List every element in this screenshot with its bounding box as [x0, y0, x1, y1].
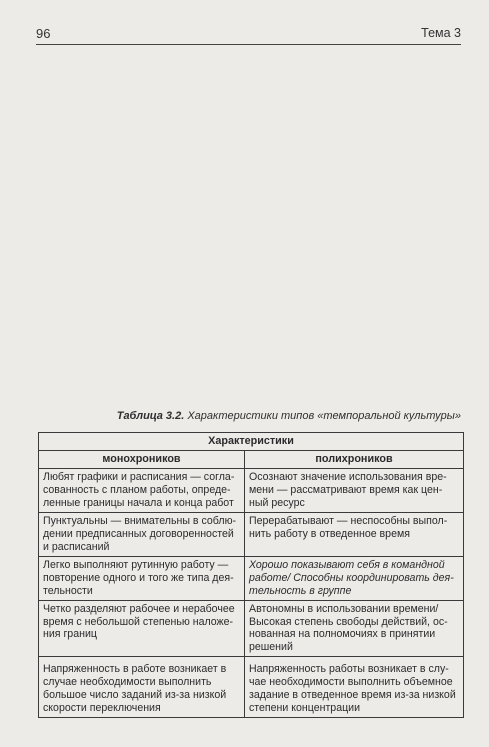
table-row — [39, 556, 464, 600]
table-caption — [117, 410, 461, 422]
characteristics-table — [38, 432, 464, 718]
cell-poly: Перерабатывают — неспособны выпол-нить работу в отведенное время — [245, 513, 464, 557]
table-row — [39, 657, 464, 718]
cell-poly: Автономны в использовании времени/ Высокая степень свободы действий, ос-нованная на полномочиях в принятии решений — [245, 600, 464, 657]
cell-mono: Любят графики и расписания — согла-сованность с планом работы, опреде-ленные границы начала и конца работ — [39, 469, 245, 513]
column-header-poly: полихроников — [245, 451, 464, 469]
table-group-header-row — [39, 433, 464, 451]
page-number: 96 — [36, 26, 51, 41]
cell-mono: Пунктуальны — внимательны в соблю-дении предписанных договоренностей и расписаний — [39, 513, 245, 557]
section-title: Тема 3 — [421, 26, 461, 40]
table-caption-text: Характеристики типов «темпоральной культуры» — [187, 410, 461, 422]
table-row — [39, 469, 464, 513]
cell-poly: Хорошо показывают себя в командной работе/ Способны координировать дея-тельность в группе — [245, 556, 464, 600]
cell-mono: Четко разделяют рабочее и нерабочее время с небольшой степенью наложе-ния границ — [39, 600, 245, 657]
cell-mono: Легко выполняют рутинную работу — повторение одного и того же типа дея-тельности — [39, 556, 245, 600]
cell-poly: Напряженность работы возникает в слу-чае необходимости выполнить объемное задание в отведенное время из-за низкой степени концентрации — [245, 657, 464, 718]
header-rule — [36, 44, 461, 45]
cell-mono: Напряженность в работе возникает в случае необходимости выполнить большое число заданий из-за низкой скорости переключения — [39, 657, 245, 718]
running-head — [36, 24, 461, 44]
column-header-mono: монохроников — [39, 451, 245, 469]
table-row — [39, 513, 464, 557]
group-header: Характеристики — [39, 433, 464, 451]
table-row — [39, 600, 464, 657]
cell-poly: Осознают значение использования вре-мени — рассматривают время как цен-ный ресурс — [245, 469, 464, 513]
table-caption-label: Таблица 3.2. — [116, 410, 185, 422]
table-column-header-row — [39, 451, 464, 469]
